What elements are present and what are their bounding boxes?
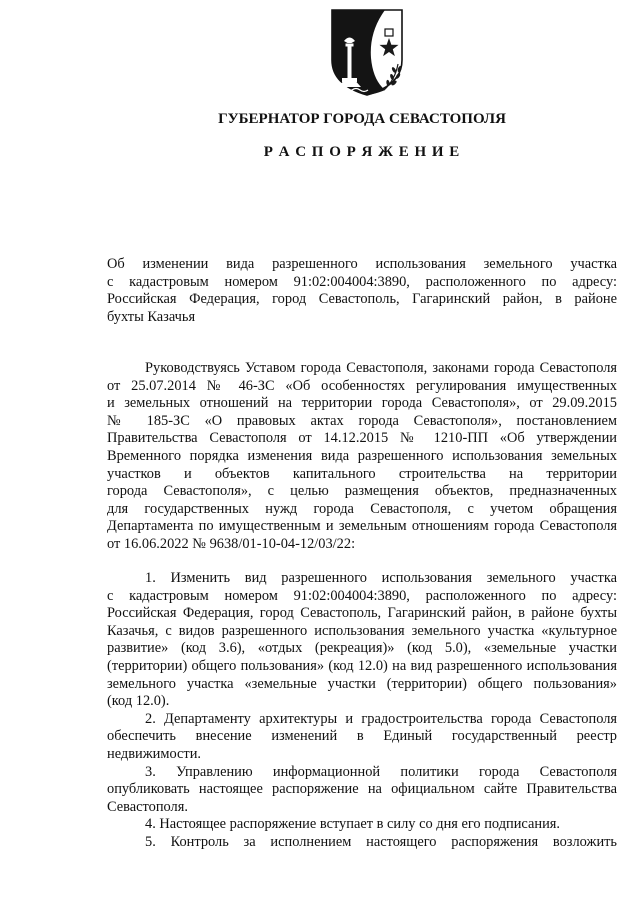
coat-of-arms-icon <box>327 6 407 98</box>
item-1 <box>107 570 617 711</box>
preamble-line: Правительства Севастополя от 14.12.2015 № 1210-ПП «Об утверждении <box>107 430 617 447</box>
item-line: 3. Управлению информационной политики города Севастополя <box>145 763 617 780</box>
item-4 <box>107 816 617 834</box>
subject-line: Российская Федерация, город Севастополь, Гагаринский район, в районе <box>107 291 617 308</box>
item-line: Казачья, с видов разрешенного использования земельного участка «культурное <box>107 622 617 639</box>
preamble-line: Руководствуясь Уставом города Севастополя, законами города Севастополя <box>145 360 617 376</box>
item-3 <box>107 764 617 817</box>
preamble-line: города Севастополя», с целью размещения объектов, предназначенных <box>107 483 617 500</box>
item-line: Российская Федерация, город Севастополь, Гагаринский район, в районе бухты <box>107 605 617 622</box>
item-line: 1. Изменить вид разрешенного использования земельного участка <box>145 570 617 586</box>
preamble-line: Департамента по имущественным и земельным отношениям города Севастополя <box>107 518 617 535</box>
item-line: развитие» (код 3.6), «отдых (рекреация)» (код 5.0), «земельные участки <box>107 640 617 657</box>
page-title: ГУБЕРНАТОР ГОРОДА СЕВАСТОПОЛЯ <box>218 111 506 127</box>
subject-line: Об изменении вида разрешенного использования земельного участка <box>107 256 617 272</box>
preamble-line: и земельных отношений на территории города Севастополя», от 29.09.2015 <box>107 395 617 412</box>
item-line: земельного участка «земельные участки (территории) общего пользования» <box>107 675 617 692</box>
preamble-line: для государственных нужд города Севастополя, с учетом обращения <box>107 500 617 517</box>
item-line: Севастополя. <box>107 798 188 815</box>
item-2 <box>107 711 617 764</box>
monument-base <box>342 78 357 82</box>
preamble-line: от 16.06.2022 № 9638/01-10-04-12/03/22: <box>107 535 356 552</box>
preamble-paragraph <box>107 360 617 554</box>
document-type-heading: Р А С П О Р Я Ж Е Н И Е <box>263 144 461 160</box>
item-line: 2. Департаменту архитектуры и градостроительства города Севастополя <box>145 710 617 727</box>
preamble-line: № 185-ЗС «О правовых актах города Севастополя», постановлением <box>107 412 617 429</box>
subject-block <box>107 256 617 326</box>
subject-line: с кадастровым номером 91:02:004004:3890, расположенного по адресу: <box>107 273 617 290</box>
medal-ribbon <box>385 29 393 36</box>
item-line: 4. Настоящее распоряжение вступает в силу со дня его подписания. <box>145 816 560 833</box>
item-line: с кадастровым номером 91:02:004004:3890, расположенного по адресу: <box>107 587 617 604</box>
item-5 <box>107 834 617 852</box>
item-line: 5. Контроль за исполнением настоящего распоряжения возложить <box>145 833 617 850</box>
item-line: недвижимости. <box>107 745 201 762</box>
order-items <box>107 570 617 852</box>
item-line: обеспечить внесение изменений в Единый государственный реестр <box>107 728 617 745</box>
preamble-line: участков и объектов капитального строительства на территории <box>107 465 617 482</box>
preamble-line: от 25.07.2014 № 46-ЗС «Об особенностях регулирования имущественных <box>107 377 617 394</box>
monument-shaft <box>348 46 352 79</box>
item-line: (территории) общего пользования» (код 12.0) на вид разрешенного использования <box>107 657 617 674</box>
subject-line: бухты Казачья <box>107 308 196 325</box>
item-line: опубликовать настоящее распоряжение на официальном сайте Правительства <box>107 781 617 798</box>
preamble-line: Временного порядка изменения вида разрешенного использования земельных <box>107 447 617 464</box>
item-line: (код 12.0). <box>107 693 170 710</box>
